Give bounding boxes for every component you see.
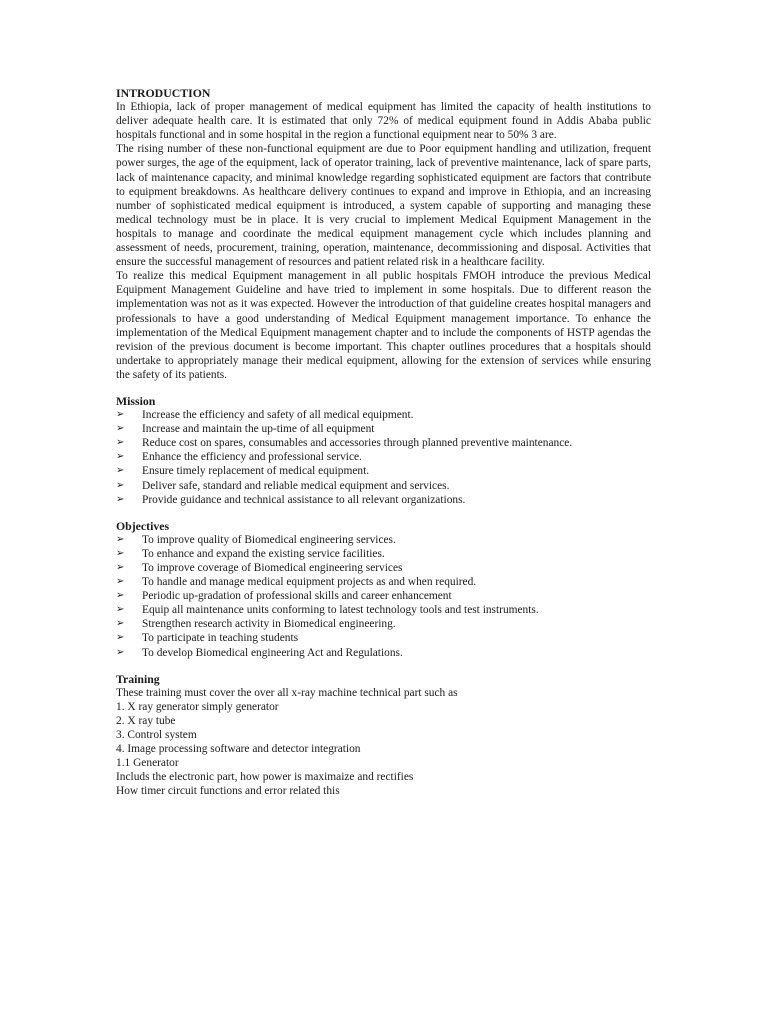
objective-item-text: Periodic up-gradation of professional skills and career enhancement — [142, 590, 452, 603]
training-line: 2. X ray tube — [116, 714, 176, 727]
arrowhead-bullet-icon: ➢ — [116, 437, 125, 449]
arrowhead-bullet-icon: ➢ — [116, 533, 125, 545]
mission-item-text: Deliver safe, standard and reliable medical equipment and services. — [142, 479, 450, 492]
mission-item — [116, 422, 651, 436]
training-line: These training must cover the over all x-ray machine technical part such as — [116, 686, 458, 699]
mission-item-text: Enhance the efficiency and professional service. — [142, 451, 362, 464]
arrowhead-bullet-icon: ➢ — [116, 618, 125, 630]
objective-item-text: To participate in teaching students — [142, 632, 299, 645]
intro-heading: INTRODUCTION — [116, 86, 211, 100]
objective-item — [116, 547, 651, 561]
training-line: Includs the electronic part, how power is maximaize and rectifies — [116, 771, 414, 784]
objective-item — [116, 561, 651, 575]
arrowhead-bullet-icon: ➢ — [116, 465, 125, 477]
mission-item-text: Reduce cost on spares, consumables and accessories through planned preventive maintenance. — [142, 437, 573, 450]
training-line: 1.1 Generator — [116, 757, 179, 770]
objective-item — [116, 631, 651, 645]
training-heading: Training — [116, 671, 160, 686]
objective-item-text: To develop Biomedical engineering Act and Regulations. — [142, 646, 403, 659]
training-line: 4. Image processing software and detector integration — [116, 743, 361, 756]
arrowhead-bullet-icon: ➢ — [116, 562, 125, 573]
intro-paragraph-2: The rising number of these non-functional equipment are due to Poor equipment handling and utilization, frequent power surges, the age of the equipment, lack of operator training, lack of preventive maintenance, lack of spare parts, lack of maintenance capacity, and minimal knowledge regarding sophisticated equipment are factors that contribute to equipment breakdowns. As healthcare delivery continues to expand and improve in Ethiopia, and an increasing number of sophisticated medical equipment is introduced, a system capable of supporting and managing these medical technology must be in place. It is very crucial to implement Medical Equipment Management in the hospitals to manage and coordinate the medical equipment management cycle which includes planning and assessment of needs, procurement, training, operation, maintenance, decommissioning and disposal. Activities that ensure the successful management of resources and patient related risk in a healthcare facility. — [116, 143, 651, 269]
objective-item-text: To enhance and expand the existing service facilities. — [142, 547, 385, 560]
mission-item — [116, 436, 651, 450]
mission-item — [116, 464, 651, 478]
objective-item-text: Strengthen research activity in Biomedical engineering. — [142, 618, 396, 631]
arrowhead-bullet-icon: ➢ — [116, 451, 125, 463]
arrowhead-bullet-icon: ➢ — [116, 646, 125, 658]
mission-item — [116, 408, 651, 422]
objective-item-text: To handle and manage medical equipment projects as and when required. — [142, 576, 477, 589]
objective-item — [116, 617, 651, 631]
objective-item — [116, 589, 651, 603]
mission-item-text: Ensure timely replacement of medical equipment. — [142, 465, 370, 478]
training-line: How timer circuit functions and error related this — [116, 785, 340, 798]
mission-list — [116, 408, 651, 507]
objective-item-text: Equip all maintenance units conforming to latest technology tools and test instruments. — [142, 604, 539, 617]
arrowhead-bullet-icon: ➢ — [116, 632, 125, 644]
objective-item-text: To improve quality of Biomedical engineering services. — [142, 533, 396, 546]
objective-item — [116, 575, 651, 589]
intro-paragraph-1: In Ethiopia, lack of proper management of medical equipment has limited the capacity of health institutions to deliver adequate health care. It is estimated that only 72% of medical equipment found in Addis Ababa public hospitals functional and in some hospital in the region a functional equipment near to 50% 3 are. — [116, 101, 651, 142]
arrowhead-bullet-icon: ➢ — [116, 493, 125, 505]
mission-item-text: Increase the efficiency and safety of all medical equipment. — [142, 409, 414, 422]
intro-paragraph-3: To realize this medical Equipment management in all public hospitals FMOH introduce the previous Medical Equipment Management Guideline and have tried to implement in some hospitals. Due to different reason the implementation was not as it was expected. However the introduction of that guideline creates hospital managers and professionals to have a good understanding of Medical Equipment management importance. To enhance the implementation of the Medical Equipment management chapter and to include the components of HSTP agendas the revision of the previous document is become important. This chapter outlines procedures that a hospitals should undertake to appropriately manage their medical equipment, allowing for the extension of services while ensuring the safety of its patients. — [116, 270, 651, 381]
training-line: 1. X ray generator simply generator — [116, 700, 279, 713]
mission-item-text: Increase and maintain the up-time of all equipment — [142, 423, 375, 436]
objectives-list — [116, 533, 651, 660]
mission-item-text: Provide guidance and technical assistance to all relevant organizations. — [142, 493, 466, 506]
objective-item — [116, 646, 651, 660]
arrowhead-bullet-icon: ➢ — [116, 423, 125, 435]
objective-item-text: To improve coverage of Biomedical engineering services — [142, 562, 403, 574]
training-line: 3. Control system — [116, 729, 197, 742]
mission-item — [116, 493, 651, 507]
mission-item — [116, 479, 651, 493]
arrowhead-bullet-icon: ➢ — [116, 479, 125, 491]
mission-item — [116, 450, 651, 464]
arrowhead-bullet-icon: ➢ — [116, 409, 125, 421]
objective-item — [116, 533, 651, 547]
arrowhead-bullet-icon: ➢ — [116, 547, 125, 559]
document-page — [116, 86, 651, 799]
objectives-heading: Objectives — [116, 518, 170, 533]
arrowhead-bullet-icon: ➢ — [116, 576, 125, 588]
mission-heading: Mission — [116, 393, 156, 408]
arrowhead-bullet-icon: ➢ — [116, 590, 125, 602]
arrowhead-bullet-icon: ➢ — [116, 604, 125, 616]
objective-item — [116, 603, 651, 617]
